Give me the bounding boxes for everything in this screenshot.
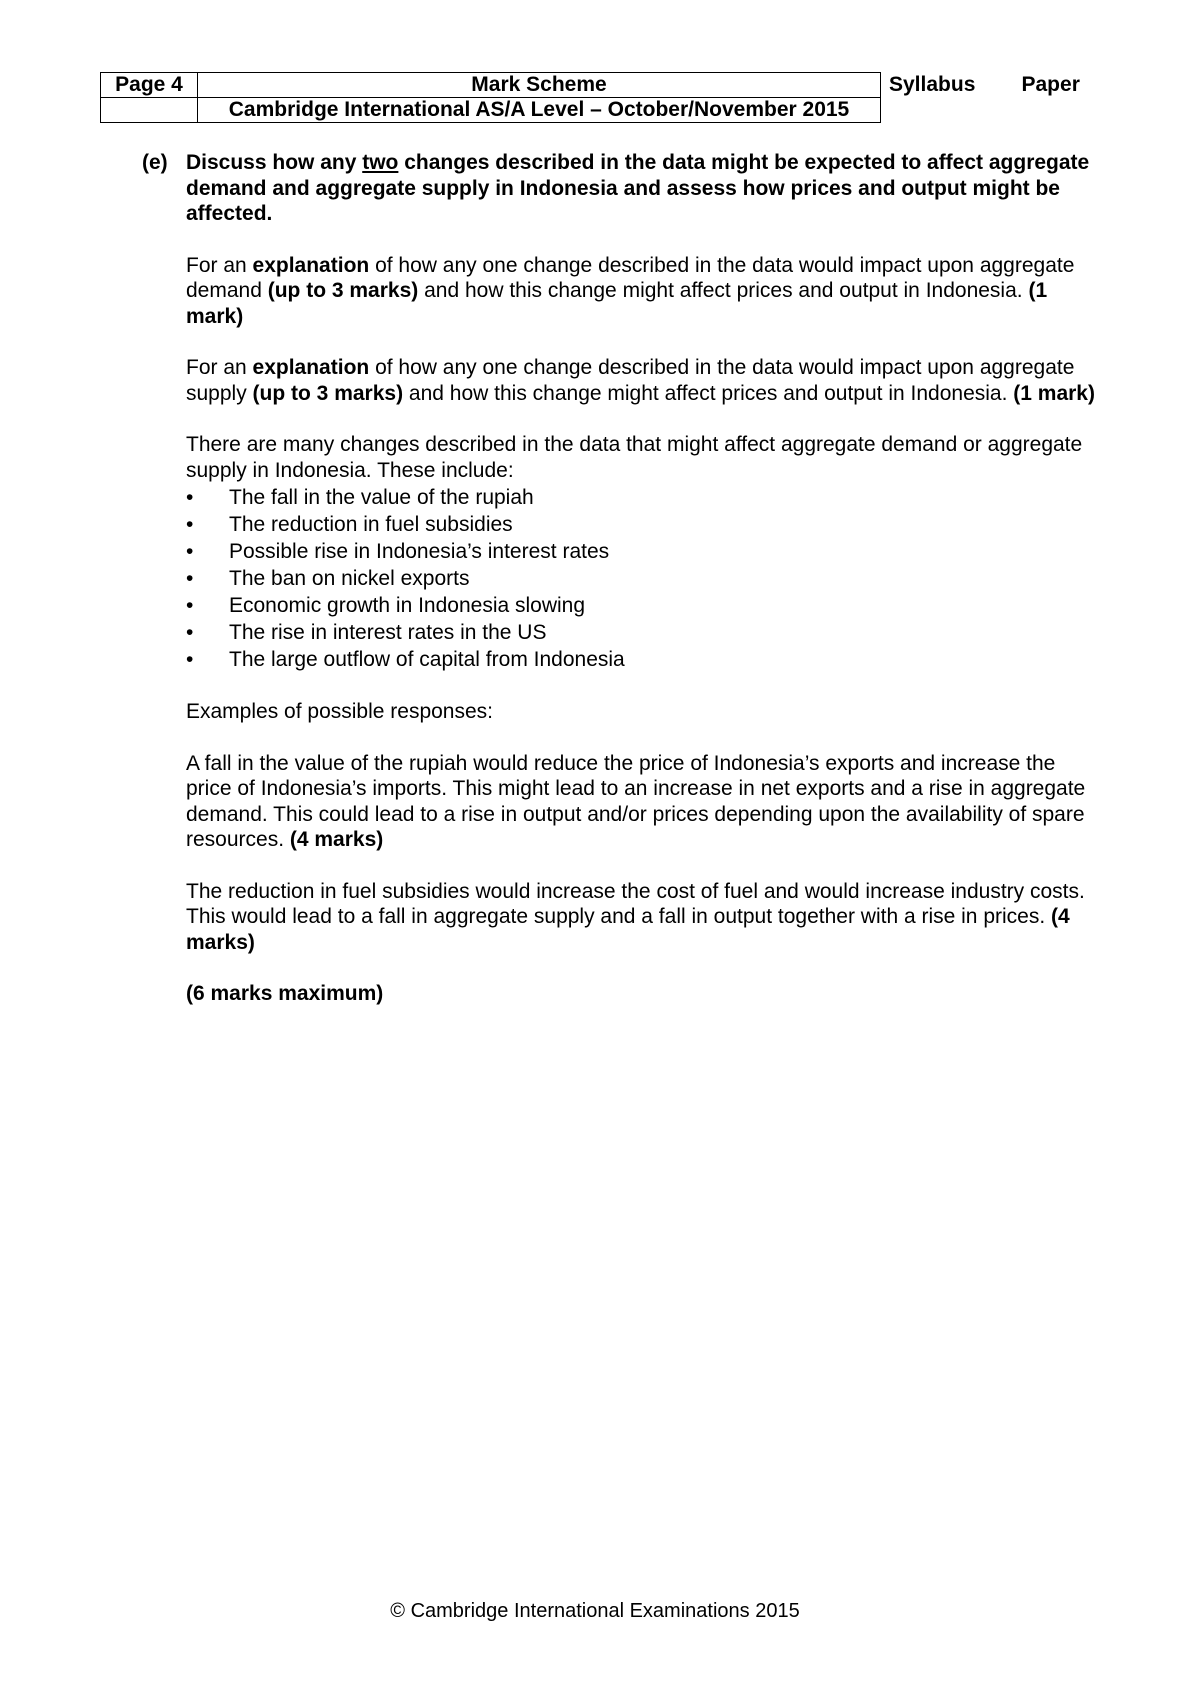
copyright-footer: © Cambridge International Examinations 2015 (390, 1600, 800, 1622)
question-text: Discuss how any two changes described in the data might be expected to affect aggregate demand and aggregate supply in Indonesia and assess how prices and output might be affected. (186, 151, 1090, 225)
document-title: Mark Scheme (198, 73, 881, 98)
changes-intro: There are many changes described in the data that might affect aggregate demand or aggregate supply in Indonesia. These include: (186, 433, 1083, 482)
aggregate-supply-criteria: For an explanation of how any one change described in the data would impact upon aggregate supply (up to 3 marks) and how this change might affect prices and output in Indonesia. (1 mark) (186, 356, 1095, 405)
bullet-icon: • (186, 513, 194, 536)
example-response-1: A fall in the value of the rupiah would reduce the price of Indonesia’s exports and increase the price of Indonesia’s imports. This might lead to an increase in net exports and a rise in aggregate demand. This could lead to a rise in output and/or prices depending upon the availability of spare resources. (4 marks) (186, 751, 1086, 851)
list-item: • Possible rise in Indonesia’s interest rates (186, 540, 610, 563)
bullet-icon: • (186, 621, 194, 644)
changes-list (186, 484, 1102, 673)
list-item: • The reduction in fuel subsidies (186, 513, 513, 536)
aggregate-demand-criteria: For an explanation of how any one change described in the data would impact upon aggregate demand (up to 3 marks) and how this change might affect prices and output in Indonesia. (1 mark) (186, 253, 1075, 328)
page-number: Page 4 (101, 73, 198, 98)
underlined-word: two (362, 151, 399, 174)
list-item: • Economic growth in Indonesia slowing (186, 594, 586, 617)
bullet-icon: • (186, 540, 194, 563)
answer-guidance (186, 253, 1102, 1007)
list-item: • The rise in interest rates in the US (186, 621, 547, 644)
bullet-icon: • (186, 648, 194, 671)
header-table (100, 72, 1080, 123)
example-response-2: The reduction in fuel subsidies would increase the cost of fuel and would increase industry costs. This would lead to a fall in aggregate supply and a fall in output together with a rise in prices. (4 marks) (186, 879, 1085, 954)
header-blank-cell (101, 98, 198, 123)
bullet-icon: • (186, 567, 194, 590)
paper-label: Paper (1021, 73, 1080, 96)
question-label: (e) (142, 151, 168, 174)
list-item: • The fall in the value of the rupiah (186, 486, 534, 509)
document-subtitle: Cambridge International AS/A Level – October/November 2015 (198, 98, 881, 123)
mark-scheme-content (142, 150, 1102, 1007)
list-item: • The ban on nickel exports (186, 567, 470, 590)
bullet-icon: • (186, 594, 194, 617)
max-marks: (6 marks maximum) (186, 982, 384, 1005)
examples-heading: Examples of possible responses: (186, 700, 493, 723)
question (142, 150, 1102, 227)
syllabus-label: Syllabus (889, 73, 976, 96)
bullet-icon: • (186, 486, 194, 509)
list-item: • The large outflow of capital from Indonesia (186, 648, 625, 671)
